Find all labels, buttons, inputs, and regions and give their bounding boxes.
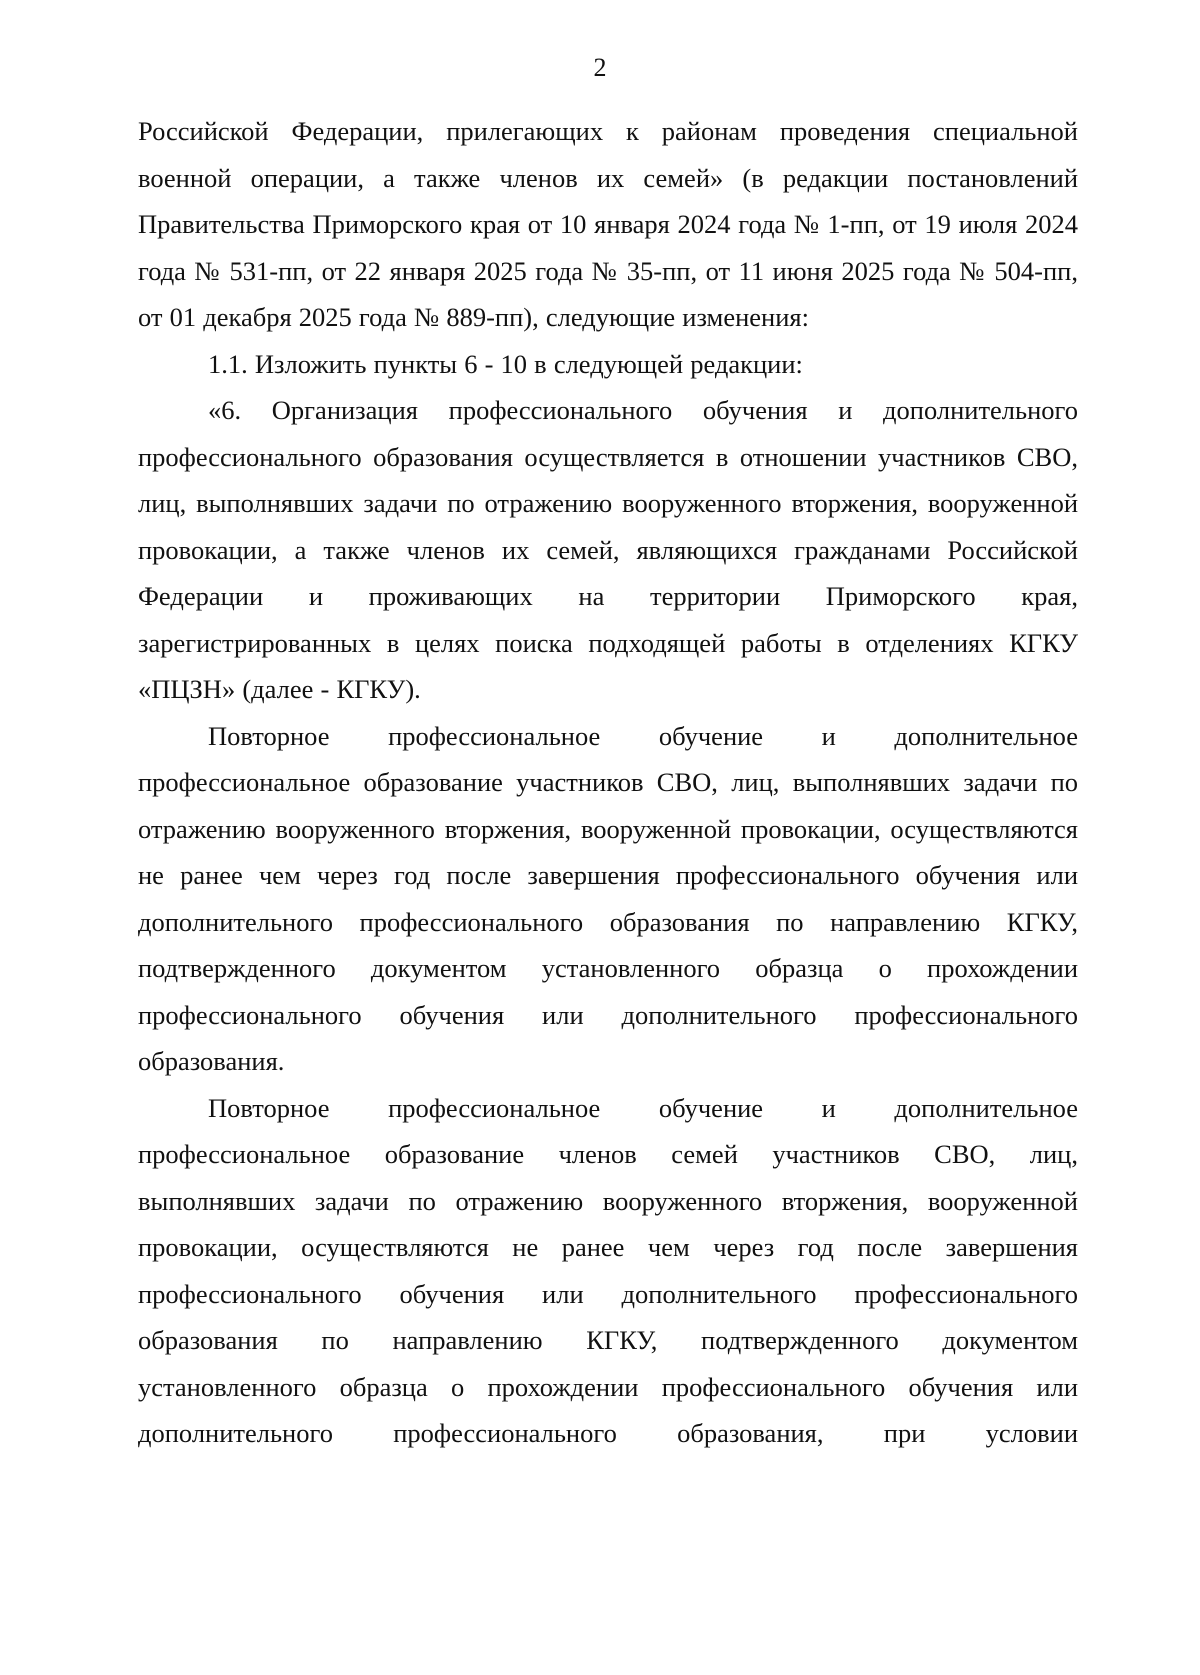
paragraph-repeat-training-families: Повторное профессиональное обучение и дополнительное профессиональное образование членов семей участников СВО, лиц, выполнявших задачи по отражению вооруженного вторжения, вооруженной провокации, осуществляются не ранее чем через год после завершения профессионального обучения или дополнительного профессионального образования по направлению КГКУ, подтвержденного документом установленного образца о прохождении профессионального обучения или дополнительного профессионального образования, при условии — [138, 1092, 1078, 1448]
paragraph-repeat-training-participants: Повторное профессиональное обучение и дополнительное профессиональное образование участников СВО, лиц, выполнявших задачи по отражению вооруженного вторжения, вооруженной провокации, осуществляются не ранее чем через год после завершения профессионального обучения или дополнительного профессионального образования по направлению КГКУ, подтвержденного документом установленного образца о прохождении профессионального обучения или дополнительного профессионального образования. — [138, 720, 1078, 1076]
page-number: 2 — [593, 53, 607, 82]
paragraph-continuation: Российской Федерации, прилегающих к районам проведения специальной военной операции, а также членов их семей» (в редакции постановлений Правительства Приморского края от 10 января 2024 года № 1-пп, от 19 июля 2024 года № 531-пп, от 22 января 2025 года № 35-пп, от 11 июня 2025 года № 504-пп, от 01 декабря 2025 года № 889-пп), следующие изменения: — [138, 116, 1078, 332]
paragraph-item-6: «6. Организация профессионального обучения и дополнительного профессионального образования осуществляется в отношении участников СВО, лиц, выполнявших задачи по отражению вооруженного вторжения, вооруженной провокации, а также членов их семей, являющихся гражданами Российской Федерации и проживающих на территории Приморского края, зарегистрированных в целях поиска подходящей работы в отделениях КГКУ «ПЦЗН» (далее - КГКУ). — [138, 395, 1078, 704]
document-body — [138, 108, 1078, 1457]
paragraph-amendment-intro: 1.1. Изложить пункты 6 - 10 в следующей редакции: — [208, 348, 803, 379]
